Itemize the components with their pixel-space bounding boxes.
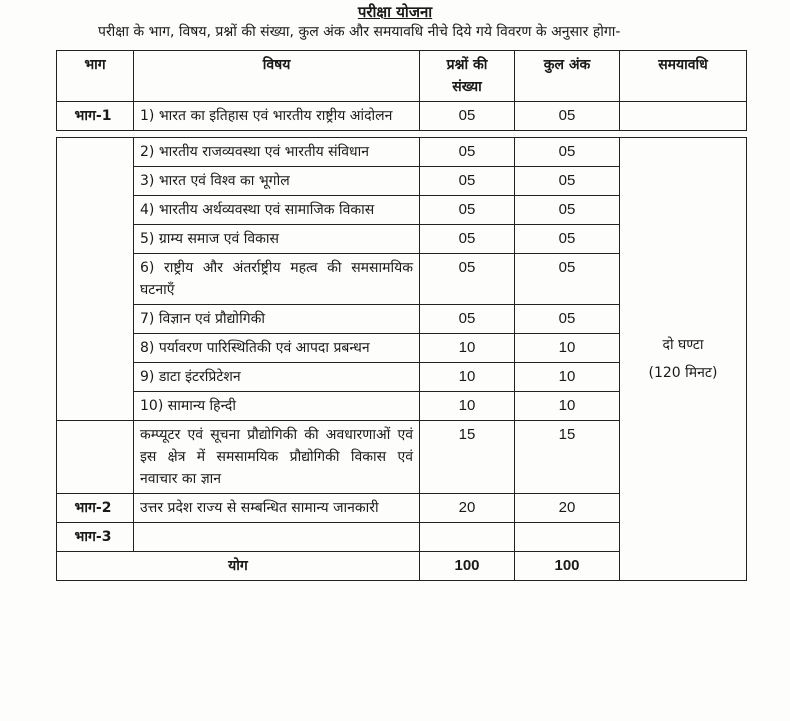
subject-cell: [134, 523, 420, 552]
duration-hours: दो घण्टा: [662, 337, 704, 353]
intro-text: परीक्षा के भाग, विषय, प्रश्नों की संख्या, कुल अंक और समयावधि नीचे दिये गये विवरण के अनुसार होगा-: [98, 24, 621, 40]
header-subject: विषय: [134, 51, 420, 102]
part-label-empty: [57, 421, 134, 494]
questions-cell: 05: [420, 196, 515, 225]
questions-cell: 05: [420, 102, 515, 131]
questions-cell: 20: [420, 494, 515, 523]
part-label-empty: [57, 138, 134, 421]
marks-cell: 05: [515, 102, 620, 131]
header-duration: समयावधि: [620, 51, 747, 102]
duration-minutes: (120 मिनट): [648, 365, 718, 381]
part-label: भाग-1: [57, 102, 134, 131]
questions-cell: 10: [420, 363, 515, 392]
marks-cell: 05: [515, 225, 620, 254]
questions-cell: 15: [420, 421, 515, 494]
subject-cell: 5) ग्राम्य समाज एवं विकास: [134, 225, 420, 254]
table-row: [57, 138, 747, 167]
marks-cell: 05: [515, 254, 620, 305]
header-marks: कुल अंक: [515, 51, 620, 102]
questions-cell: 10: [420, 334, 515, 363]
duration-cell: [620, 138, 747, 581]
marks-cell: 05: [515, 167, 620, 196]
questions-cell: 10: [420, 392, 515, 421]
subject-cell: 10) सामान्य हिन्दी: [134, 392, 420, 421]
part-label: भाग-2: [57, 494, 134, 523]
total-label: योग: [57, 552, 420, 581]
subject-cell: उत्तर प्रदेश राज्य से सम्बन्धित सामान्य जानकारी: [134, 494, 420, 523]
table-row: [57, 102, 747, 131]
marks-cell: 05: [515, 196, 620, 225]
subject-cell: 7) विज्ञान एवं प्रौद्योगिकी: [134, 305, 420, 334]
subject-cell: 6) राष्ट्रीय और अंतर्राष्ट्रीय महत्व की समसामयिक घटनाएँ: [134, 254, 420, 305]
subject-cell: कम्प्यूटर एवं सूचना प्रौद्योगिकी की अवधारणाओं एवं इस क्षेत्र में समसामयिक प्रौद्योगिकी विकास एवं नवाचार का ज्ञान: [134, 421, 420, 494]
marks-cell: 05: [515, 305, 620, 334]
questions-cell: 05: [420, 254, 515, 305]
header-row: [57, 51, 747, 102]
header-questions: प्रश्नों की संख्या: [420, 51, 515, 102]
marks-cell: 10: [515, 334, 620, 363]
marks-cell: 10: [515, 392, 620, 421]
subject-cell: 8) पर्यावरण पारिस्थितिकी एवं आपदा प्रबन्धन: [134, 334, 420, 363]
questions-cell: 05: [420, 305, 515, 334]
duration-cell-empty: [620, 102, 747, 131]
total-marks: 100: [515, 552, 620, 581]
marks-cell: [515, 523, 620, 552]
total-questions: 100: [420, 552, 515, 581]
part-label: भाग-3: [57, 523, 134, 552]
marks-cell: 05: [515, 138, 620, 167]
questions-cell: 05: [420, 138, 515, 167]
subject-cell: 4) भारतीय अर्थव्यवस्था एवं सामाजिक विकास: [134, 196, 420, 225]
page-title: परीक्षा योजना: [357, 3, 433, 21]
subject-cell: 1) भारत का इतिहास एवं भारतीय राष्ट्रीय आंदोलन: [134, 102, 420, 131]
spacer-row: [57, 131, 747, 138]
marks-cell: 20: [515, 494, 620, 523]
questions-cell: 05: [420, 167, 515, 196]
marks-cell: 10: [515, 363, 620, 392]
exam-scheme-table: [56, 50, 747, 581]
subject-cell: 9) डाटा इंटरप्रिटेशन: [134, 363, 420, 392]
marks-cell: 15: [515, 421, 620, 494]
subject-cell: 3) भारत एवं विश्व का भूगोल: [134, 167, 420, 196]
questions-cell: [420, 523, 515, 552]
questions-cell: 05: [420, 225, 515, 254]
header-part: भाग: [57, 51, 134, 102]
subject-cell: 2) भारतीय राजव्यवस्था एवं भारतीय संविधान: [134, 138, 420, 167]
